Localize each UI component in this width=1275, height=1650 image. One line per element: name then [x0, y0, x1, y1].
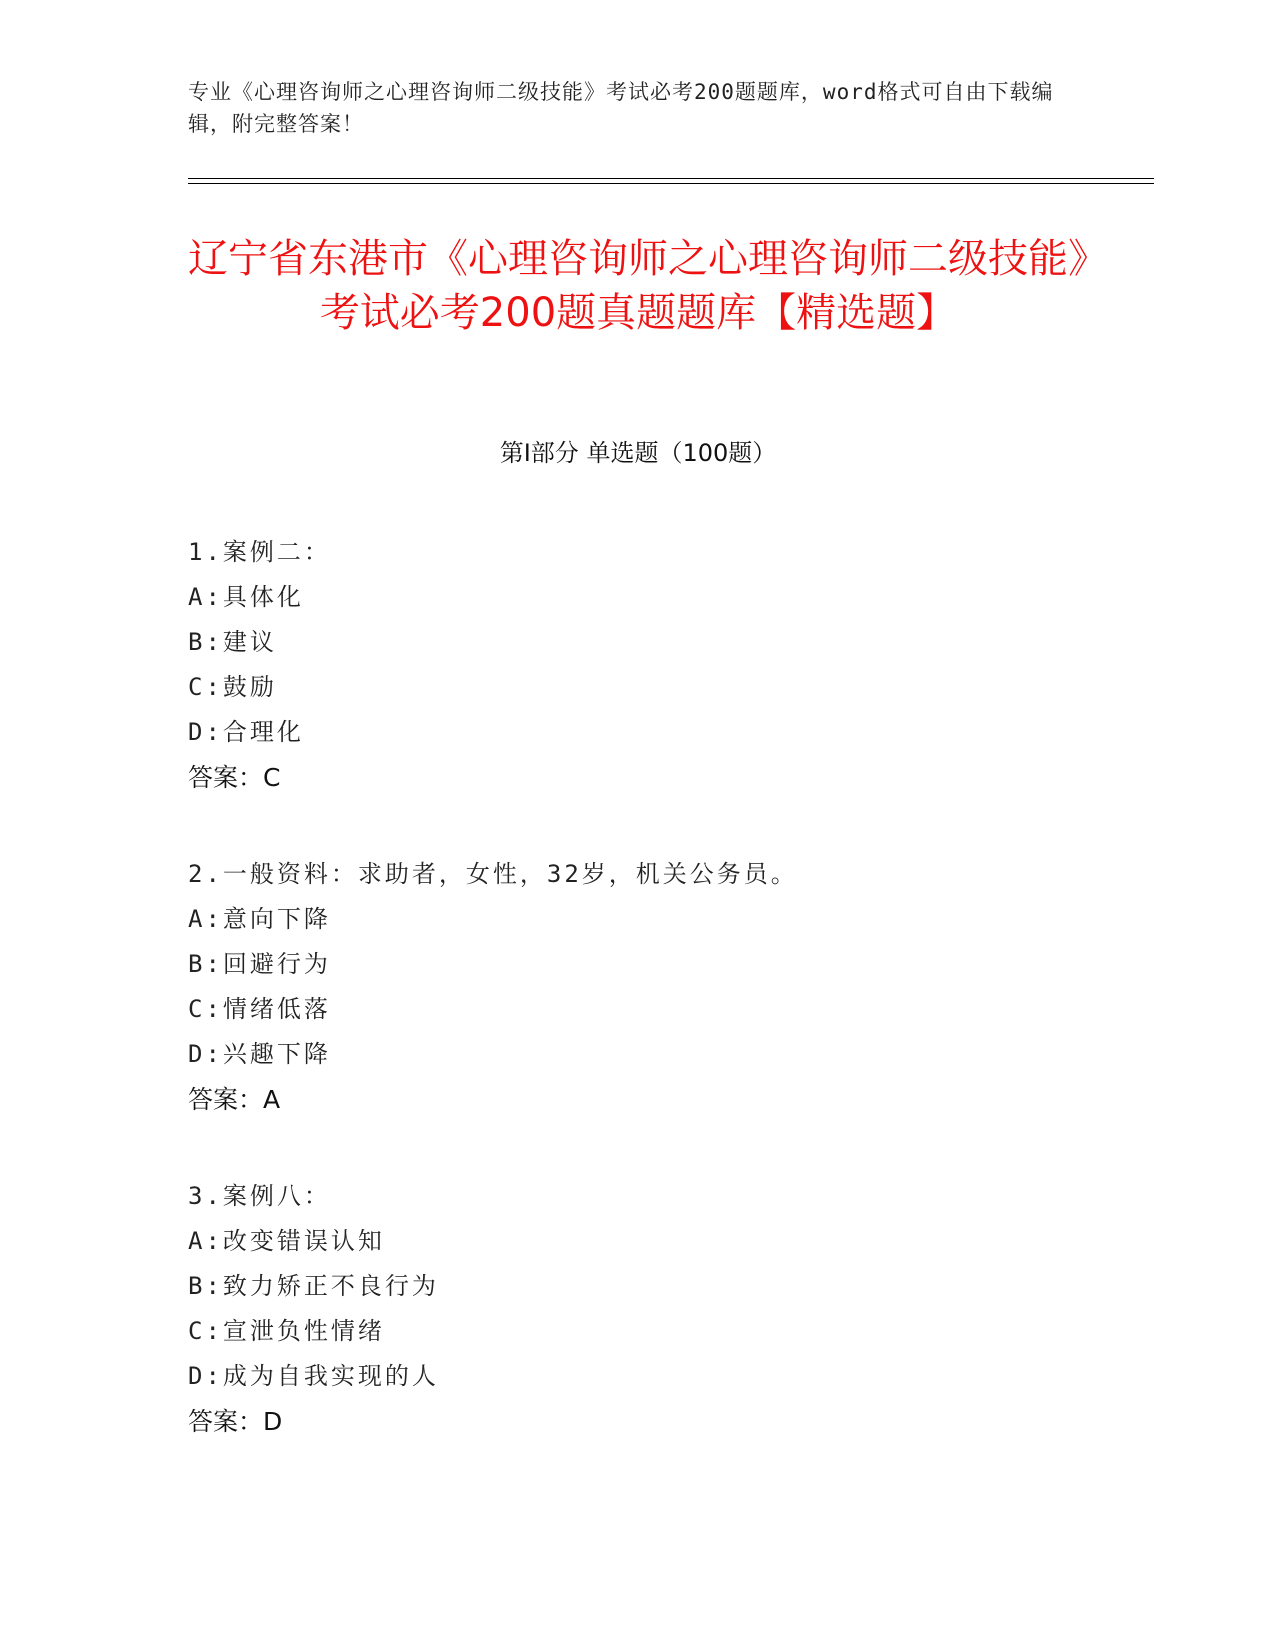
- header-divider-top: [188, 178, 1154, 179]
- answer: 答案：C: [188, 763, 281, 792]
- header-note: 专业《心理咨询师之心理咨询师二级技能》考试必考200题题库，word格式可自由下载编辑，附完整答案！: [188, 80, 1054, 136]
- question-stem: 2.一般资料：求助者，女性，32岁，机关公务员。: [188, 860, 798, 888]
- question-stem: 1.案例二：: [188, 538, 331, 566]
- option-c: C:情绪低落: [188, 995, 331, 1023]
- question-3: [188, 1174, 1088, 1444]
- question-stem: 3.案例八：: [188, 1182, 331, 1210]
- option-a: A:具体化: [188, 583, 304, 611]
- option-c: C:宣泄负性情绪: [188, 1317, 385, 1345]
- option-d: D:成为自我实现的人: [188, 1362, 439, 1390]
- option-b: B:回避行为: [188, 950, 331, 978]
- answer: 答案：D: [188, 1407, 283, 1436]
- option-d: D:兴趣下降: [188, 1040, 331, 1068]
- question-2: [188, 852, 1088, 1122]
- option-a: A:改变错误认知: [188, 1227, 385, 1255]
- option-c: C:鼓励: [188, 673, 277, 701]
- answer: 答案：A: [188, 1085, 281, 1114]
- question-1: [188, 530, 1088, 800]
- option-b: B:建议: [188, 628, 277, 656]
- section-heading: 第I部分 单选题（100题）: [499, 439, 777, 467]
- document-title: 辽宁省东港市《心理咨询师之心理咨询师二级技能》考试必考200题真题题库【精选题】: [188, 236, 1088, 336]
- header-divider-bottom: [188, 183, 1154, 184]
- option-a: A:意向下降: [188, 905, 331, 933]
- option-b: B:致力矫正不良行为: [188, 1272, 439, 1300]
- option-d: D:合理化: [188, 718, 304, 746]
- question-list: [188, 530, 1088, 1496]
